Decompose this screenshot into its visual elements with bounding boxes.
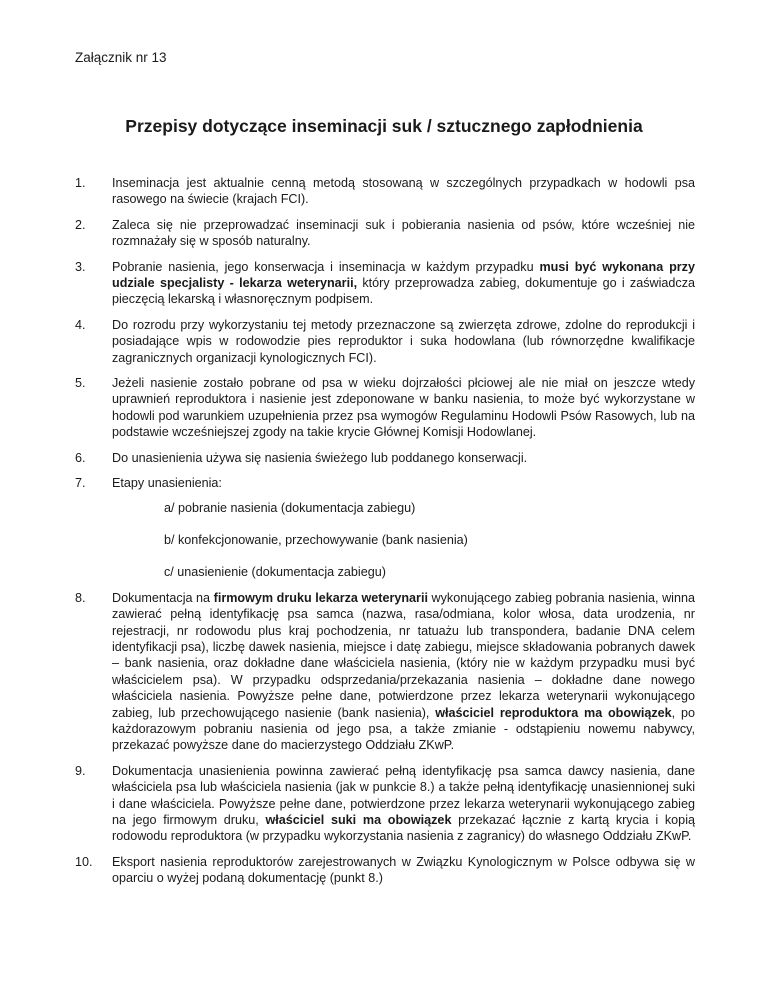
list-item-text [112,451,527,465]
text-run: Dokumentacja unasienienia powinna zawierać pełną identyfikację psa samca dawcy nasienia, dane właściciela psa lub właściciela nasienia (jak w punkcie 8.) a także pełną identyfikację unasiennionej suki i dane właściciela. Powyższe pełne dane, potwierdzone przez lekarza weterynarii wykonującego zabieg na jego firmowym druku, [112,763,695,827]
list-item-number: 9. [75,763,86,778]
bold-text: musi być wykonana przy udziale specjalisty - lekarza weterynarii, [112,259,695,291]
text-run: Dokumentacja na [112,590,214,605]
annex-label: Załącznik nr 13 [75,50,167,65]
regulations-list [75,175,695,896]
list-item-number: 6. [75,450,86,465]
bold-text: właściciel suki ma obowiązek [265,813,452,827]
list-item-text [112,318,695,365]
list-item [75,375,695,441]
bold-text: właściciel reproduktora ma obowiązek [435,705,672,720]
sub-list-item: a/ pobranie nasienia (dokumentacja zabiegu) [164,500,416,515]
sub-list-item: b/ konfekcjonowanie, przechowywanie (bank nasienia) [164,532,468,547]
list-item [75,317,695,366]
list-item-number: 4. [75,317,86,332]
list-item-text [112,764,695,844]
list-item [75,450,695,466]
text-run: który przeprowadza zabieg, dokumentuje go i zaświadcza pieczęcią lekarską i własnoręcznym podpisem. [112,276,696,307]
list-item-text [112,260,695,307]
list-item-text [112,176,695,206]
list-item-number: 1. [75,176,86,190]
text-run: Inseminacja jest aktualnie cenną metodą stosowaną w szczególnych przypadkach w hodowli psa rasowego na świecie (krajach FCI). [112,176,695,207]
list-item-text [112,591,695,753]
sub-list-item: c/ unasienienie (dokumentacja zabiegu) [164,565,386,580]
bold-text: firmowym druku lekarza weterynarii [213,590,428,605]
text-run: Eksport nasienia reproduktorów zarejestrowanych w Związku Kynologicznym w Polsce odbywa się w oparciu o wyżej podaną dokumentację (punkt 8.) [112,854,695,886]
list-item [75,590,695,754]
text-run: , po każdorazowym pobraniu nasienia od jego psa, a także zmianie - odstąpieniu nowemu nabywcy, przekazać powyższe dane do macierzystego Oddziału ZKwP. [112,705,695,753]
list-item [75,217,695,250]
text-run: przekazać łącznie z kartą krycia i kopią rodowodu reproduktora (w przypadku wykorzystania nasienia z zagranicy) do własnego Oddziału ZKwP. [112,813,695,844]
list-item-number: 2. [75,217,86,232]
list-item-text [112,855,695,885]
list-item-number: 8. [75,590,86,605]
list-item-number: 3. [75,259,86,274]
text-run: Zaleca się nie przeprowadzać inseminacji suk i pobierania nasienia od psów, które wcześniej nie rozmnażały się w sposób naturalny. [112,217,695,249]
document-title: Przepisy dotyczące inseminacji suk / sztucznego zapłodnienia [125,116,643,136]
list-item [75,475,695,581]
list-item [75,259,695,308]
text-run: Pobranie nasienia, jego konserwacja i inseminacja w każdym przypadku [112,259,540,274]
text-run: Jeżeli nasienie zostało pobrane od psa w wieku dojrzałości płciowej ale nie miał on jeszcze wtedy uprawnień reproduktora i nasienie jest zdeponowane w banku nasienia, to może być wykorzystane w hodowli pod warunkiem uzupełnienia przez psa wymogów Regulaminu Hodowli Psów Rasowych, lub na podstawie wcześniejszej zgody na takie krycie Głównej Komisji Hodowlanej. [112,376,695,440]
text-run: Etapy unasienienia: [112,476,222,491]
text-run: Do rozrodu przy wykorzystaniu tej metody przeznaczone są zwierzęta zdrowe, zdolne do reprodukcji i posiadające wpis w rodowodzie pies reproduktor i suka hodowlana (lub równorzędne kwalifikacje zagranicznych organizacji kynologicznych FCI). [112,317,695,365]
list-item-text [112,476,222,490]
text-run: wykonującego zabieg pobrania nasienia, winna zawierać pełną identyfikację psa samca (nazwa, rasa/odmiana, kolor włosa, data urodzenia, nr rejestracji, nr rodowodu plus kraj pochodzenia, nr tatuażu lub transpondera, badanie DNA celem identyfikacji psa), liczbę dawek nasienia, miejsce i datę zabiegu, miejsce składowania pobranych dawek – bank nasienia, oraz dokładne dane właściciela nasienia, (który nie w każdym przypadku musi być właścicielem psa). W przypadku odsprzedania/przekazania nasienia – dokładne dane nowego właściciela nasienia. Powyższe pełne dane, potwierdzone przez lekarza weterynarii wykonującego zabieg, lub przechowującego nasienie (bank nasienia), [112,590,695,720]
text-run: Do unasienienia używa się nasienia świeżego lub poddanego konserwacji. [112,450,528,465]
list-item [75,175,695,208]
list-item-text [112,376,695,439]
list-item-number: 5. [75,376,86,391]
list-item-number: 10. [75,854,93,869]
sub-list [112,500,695,581]
list-item [75,854,695,887]
list-item-text [112,218,695,248]
list-item-number: 7. [75,476,86,491]
list-item [75,763,695,845]
